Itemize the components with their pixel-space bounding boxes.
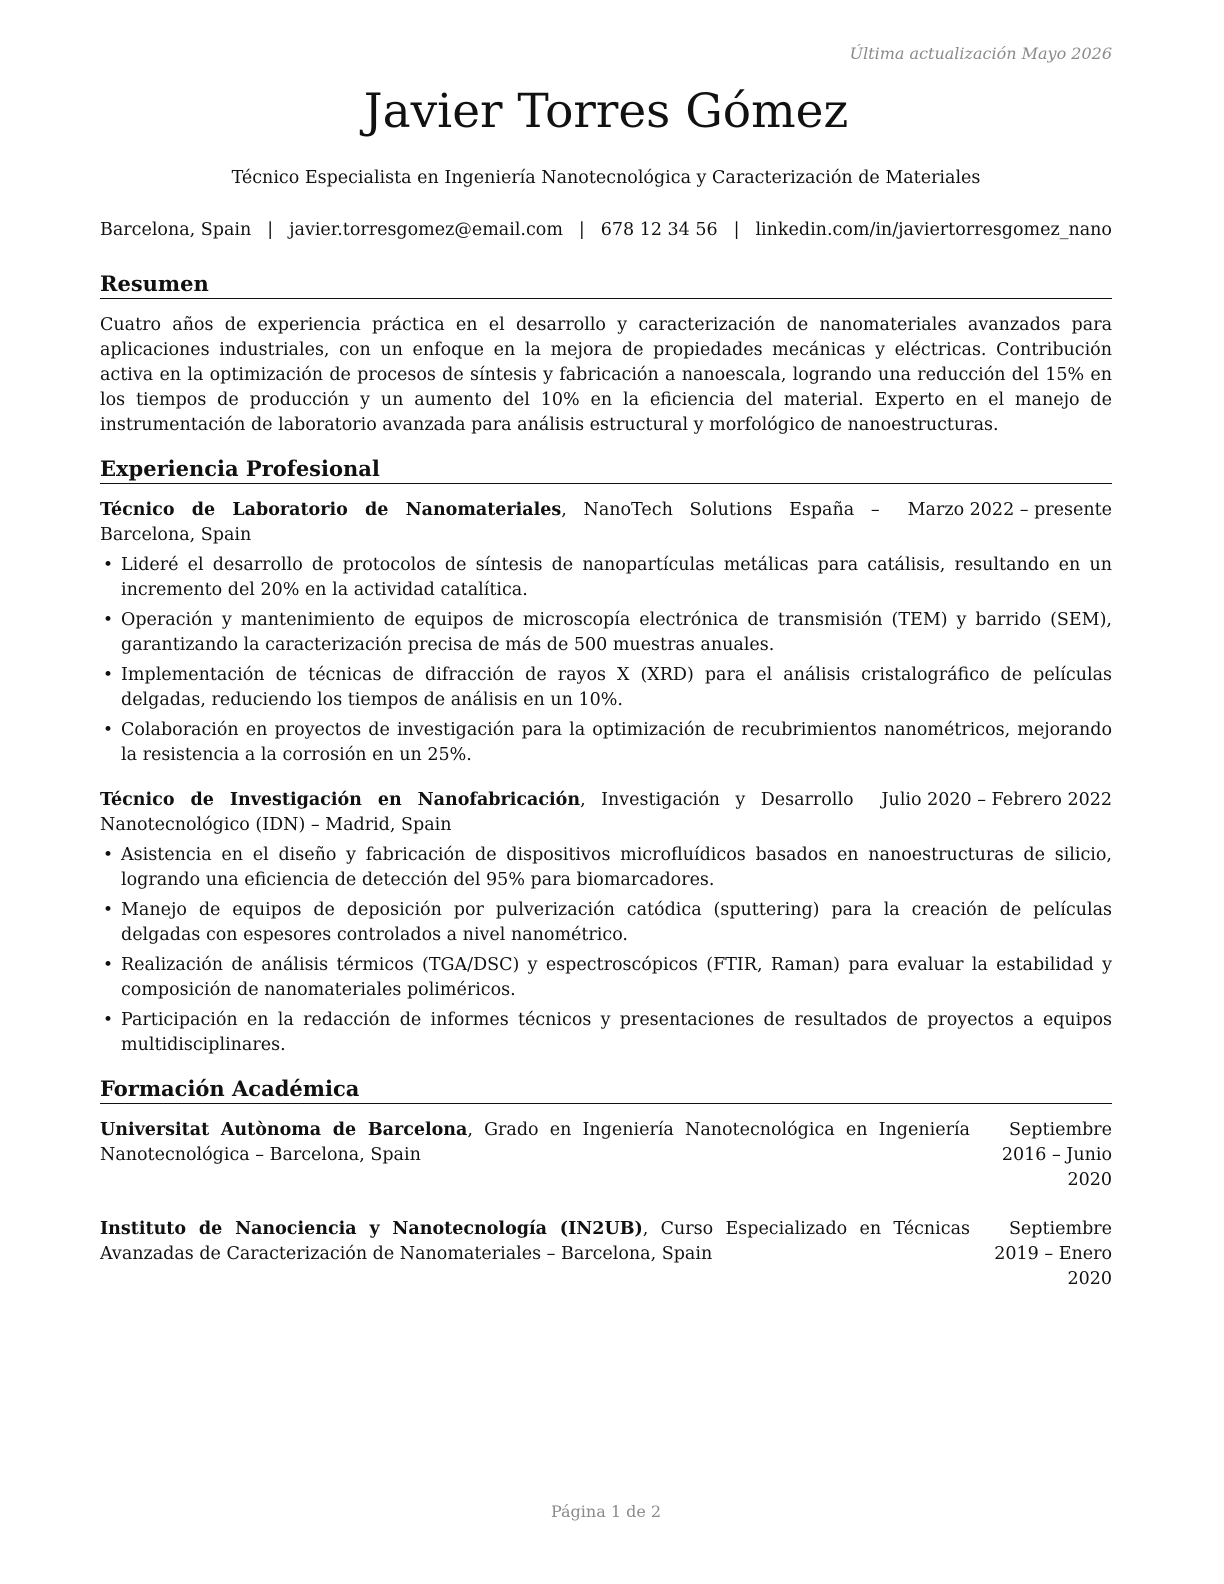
last-updated: Última actualización Mayo 2026 xyxy=(849,44,1112,63)
bullet-item: • Lideré el desarrollo de protocolos de síntesis de nanopartículas metálicas para catálisis, resultando en un incremento del 20% en la actividad catalítica. xyxy=(103,555,1112,600)
candidate-name: Javier Torres Gómez xyxy=(363,84,849,139)
contact-linkedin[interactable]: linkedin.com/in/javiertorresgomez_nano xyxy=(755,220,1112,240)
contact-separator: | xyxy=(733,220,740,240)
experience-entry xyxy=(100,788,1112,1058)
education-institution: Universitat Autònoma de Barcelona xyxy=(100,1120,468,1140)
bullet-icon: • xyxy=(103,665,114,685)
job-dates: Julio 2020 – Febrero 2022 xyxy=(881,790,1112,810)
job-bullets xyxy=(100,553,1112,768)
bullet-item: • Participación en la redacción de informes técnicos y presentaciones de resultados de proyectos a equipos multidisciplinares. xyxy=(103,1010,1112,1055)
job-dates: Marzo 2022 – presente xyxy=(907,500,1112,520)
education-dates: Septiembre 2019 – Enero 2020 xyxy=(994,1219,1112,1289)
bullet-item: • Operación y mantenimiento de equipos de microscopía electrónica de transmisión (TEM) y barrido (SEM), garantizando la caracterización precisa de más de 500 muestras anuales. xyxy=(103,610,1112,655)
education-detail: , Grado en Ingeniería Nanotecnológica en Ingeniería Nanotecnológica – Barcelona, Spain xyxy=(100,1120,970,1165)
experience-header xyxy=(100,788,1112,838)
section-title-summary: Resumen xyxy=(100,270,1112,299)
contact-location: Barcelona, Spain xyxy=(100,220,252,240)
bullet-icon: • xyxy=(103,955,114,975)
contact-separator: | xyxy=(578,220,585,240)
education-dates: Septiembre 2016 – Junio 2020 xyxy=(1001,1120,1112,1190)
bullet-icon: • xyxy=(103,610,114,630)
job-role: Técnico de Laboratorio de Nanomateriales xyxy=(100,500,562,520)
job-bullets xyxy=(100,843,1112,1058)
education-entry xyxy=(100,1217,1112,1292)
bullet-item: • Colaboración en proyectos de investigación para la optimización de recubrimientos nanométricos, mejorando la resistencia a la corrosión en un 25%. xyxy=(103,720,1112,765)
job-organization: , NanoTech Solutions España – Barcelona, Spain xyxy=(100,500,880,545)
contact-email[interactable]: javier.torresgomez@email.com xyxy=(289,220,563,240)
experience-entry xyxy=(100,498,1112,768)
bullet-icon: • xyxy=(103,900,114,920)
summary-text: Cuatro años de experiencia práctica en el desarrollo y caracterización de nanomateriales avanzados para aplicaciones industriales, con un enfoque en la mejora de propiedades mecánicas y eléctricas. Contribución activa en la optimización de procesos de síntesis y fabricación a nanoescala, logrando una reducción del 15% en los tiempos de producción y un aumento del 10% en la eficiencia del material. Experto en el manejo de instrumentación de laboratorio avanzada para análisis estructural y morfológico de nanoestructuras. xyxy=(100,315,1112,435)
bullet-item: • Implementación de técnicas de difracción de rayos X (XRD) para el análisis cristalográfico de películas delgadas, reduciendo los tiempos de análisis en un 10%. xyxy=(103,665,1112,710)
bullet-item: • Manejo de equipos de deposición por pulverización catódica (sputtering) para la creación de películas delgadas con espesores controlados a nivel nanométrico. xyxy=(103,900,1112,945)
candidate-title: Técnico Especialista en Ingeniería Nanotecnológica y Caracterización de Materiales xyxy=(231,168,981,188)
job-organization: , Investigación y Desarrollo Nanotecnológico (IDN) – Madrid, Spain xyxy=(100,790,854,835)
bullet-icon: • xyxy=(103,845,114,865)
bullet-icon: • xyxy=(103,720,114,740)
bullet-icon: • xyxy=(103,1010,114,1030)
contact-phone: 678 12 34 56 xyxy=(600,220,718,240)
contact-separator: | xyxy=(267,220,274,240)
section-title-education: Formación Académica xyxy=(100,1075,1112,1104)
resume-content xyxy=(100,270,1112,1292)
experience-header xyxy=(100,498,1112,548)
section-title-experience: Experiencia Profesional xyxy=(100,455,1112,484)
contact-line xyxy=(100,220,1112,240)
education-detail: , Curso Especializado en Técnicas Avanzadas de Caracterización de Nanomateriales – Barcelona, Spain xyxy=(100,1219,970,1264)
bullet-item: • Asistencia en el diseño y fabricación de dispositivos microfluídicos basados en nanoestructuras de silicio, logrando una eficiencia de detección del 95% para biomarcadores. xyxy=(103,845,1112,890)
bullet-item: • Realización de análisis térmicos (TGA/DSC) y espectroscópicos (FTIR, Raman) para evaluar la estabilidad y composición de nanomateriales poliméricos. xyxy=(103,955,1112,1000)
bullet-icon: • xyxy=(103,555,114,575)
education-institution: Instituto de Nanociencia y Nanotecnología (IN2UB) xyxy=(100,1219,643,1239)
page-number: Página 1 de 2 xyxy=(550,1502,662,1521)
education-entry xyxy=(100,1118,1112,1193)
job-role: Técnico de Investigación en Nanofabricación xyxy=(100,790,581,810)
